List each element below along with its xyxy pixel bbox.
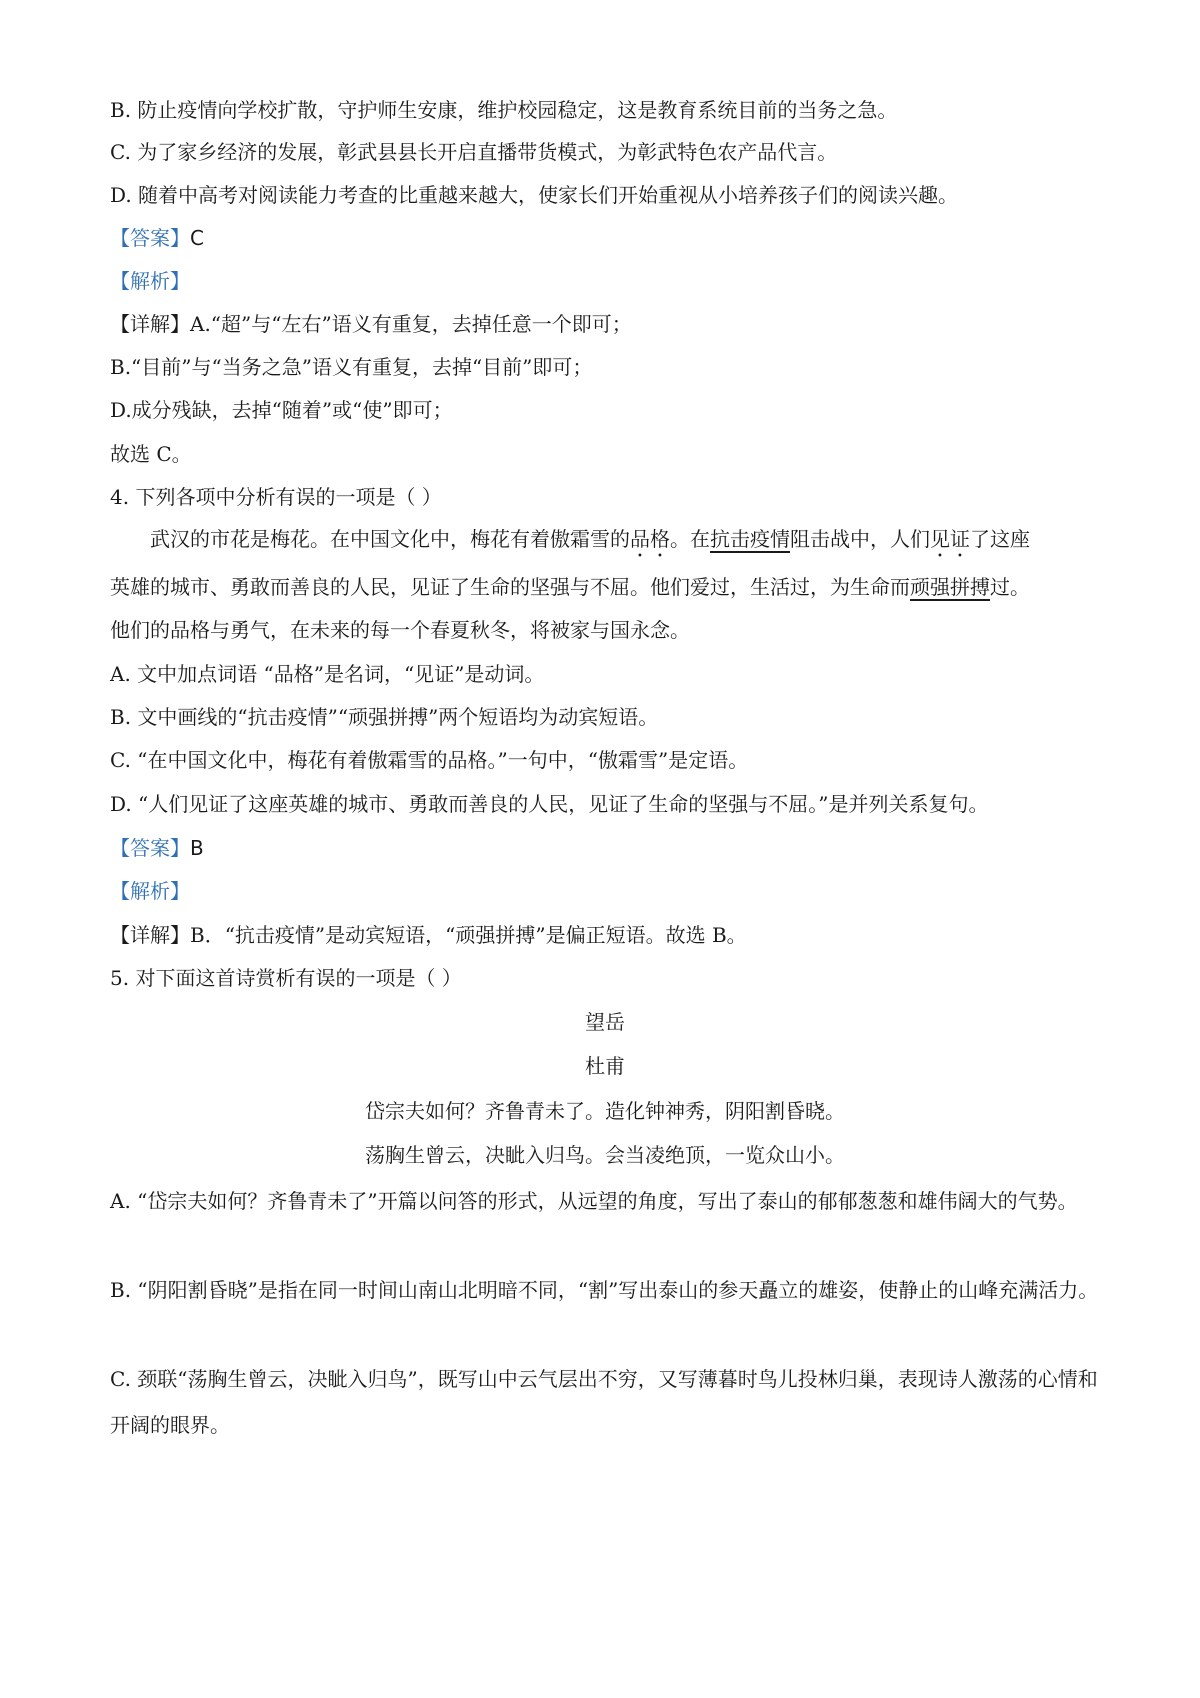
underlined-phrase-wanqiang: 顽强拼搏 [910, 575, 990, 599]
q3-detail-2: B.“目前”与“当务之急”语义有重复，去掉“目前”即可； [110, 355, 593, 379]
answer-value: B [190, 836, 204, 860]
analysis-tag: 【解析】 [110, 879, 190, 903]
passage-text: 了这座 [970, 527, 1030, 551]
answer-tag: 【答案】 [110, 836, 190, 860]
q4-stem: 4. 下列各项中分析有误的一项是（ ） [110, 485, 442, 509]
q4-analysis-line [110, 877, 1100, 905]
poem-line-2: 荡胸生曾云，决眦入归鸟。会当凌绝顶，一览众山小。 [365, 1143, 845, 1167]
passage-text: 英雄的城市、勇敢而善良的人民，见证了生命的坚强与不屈。他们爱过，生活过，为生命而 [110, 575, 910, 599]
q3-option-b: B. 防止疫情向学校扩散，守护师生安康，维护校园稳定，这是教育系统目前的当务之急。 [110, 98, 898, 122]
dotted-word-pinge: 品格 [630, 527, 670, 551]
q3-detail-1: 【详解】A.“超”与“左右”语义有重复，去掉任意一个即可； [110, 312, 632, 336]
passage-text: 武汉的市花是梅花。在中国文化中，梅花有着傲霜雪的 [150, 527, 630, 551]
q4-passage-line-3: 他们的品格与勇气，在未来的每一个春夏秋冬，将被家与国永念。 [110, 618, 690, 642]
q4-option-a: A. 文中加点词语 “品格”是名词，“见证”是动词。 [110, 662, 545, 686]
q5-option-b: B. “阴阳割昏晓”是指在同一时间山南山北明暗不同，“割”写出泰山的参天矗立的雄姿，使静止的山峰充满活力。 [110, 1278, 1099, 1302]
analysis-tag: 【解析】 [110, 269, 190, 293]
q4-answer-line [110, 834, 1100, 862]
q4-option-c: C. “在中国文化中，梅花有着傲霜雪的品格。”一句中，“傲霜雪”是定语。 [110, 748, 749, 772]
q5-option-a: A. “岱宗夫如何？齐鲁青未了”开篇以问答的形式，从远望的角度，写出了泰山的郁郁葱葱和雄伟阔大的气势。 [110, 1189, 1078, 1213]
q4-passage-line-2 [110, 573, 1100, 601]
passage-text: 。在 [670, 527, 710, 551]
underlined-phrase-kangji: 抗击疫情 [710, 527, 790, 551]
poem-author: 杜甫 [585, 1054, 625, 1078]
q5-option-c: C. 颈联“荡胸生曾云，决眦入归鸟”，既写山中云气层出不穷，又写薄暮时鸟儿投林归巢，表现诗人激荡的心情和开阔的眼界。 [110, 1367, 1098, 1437]
dotted-word-jianzheng: 见证 [930, 527, 970, 551]
q4-passage-line-1 [150, 525, 1100, 562]
q4-detail: 【详解】B．“抗击疫情”是动宾短语，“顽强拼搏”是偏正短语。故选 B。 [110, 923, 747, 947]
q5-stem: 5. 对下面这首诗赏析有误的一项是（ ） [110, 966, 462, 990]
q3-option-c: C. 为了家乡经济的发展，彰武县县长开启直播带货模式，为彰武特色农产品代言。 [110, 140, 838, 164]
answer-tag: 【答案】 [110, 226, 190, 250]
passage-text: 过。 [990, 575, 1030, 599]
q3-analysis-line [110, 267, 1100, 295]
q3-detail-4: 故选 C。 [110, 442, 192, 466]
passage-text: 阻击战中，人们 [790, 527, 930, 551]
q3-answer-line [110, 224, 1100, 252]
q4-option-b: B. 文中画线的“抗击疫情”“顽强拼搏”两个短语均为动宾短语。 [110, 705, 659, 729]
q4-option-d: D. “人们见证了这座英雄的城市、勇敢而善良的人民，见证了生命的坚强与不屈。”是并列关系复句。 [110, 792, 989, 816]
poem-line-1: 岱宗夫如何？齐鲁青未了。造化钟神秀，阴阳割昏晓。 [365, 1099, 845, 1123]
poem-title: 望岳 [585, 1010, 625, 1034]
answer-value: C [190, 226, 204, 250]
q3-option-d: D. 随着中高考对阅读能力考查的比重越来越大，使家长们开始重视从小培养孩子们的阅读兴趣。 [110, 183, 959, 207]
q3-detail-3: D.成分残缺，去掉“随着”或“使”即可； [110, 398, 453, 422]
